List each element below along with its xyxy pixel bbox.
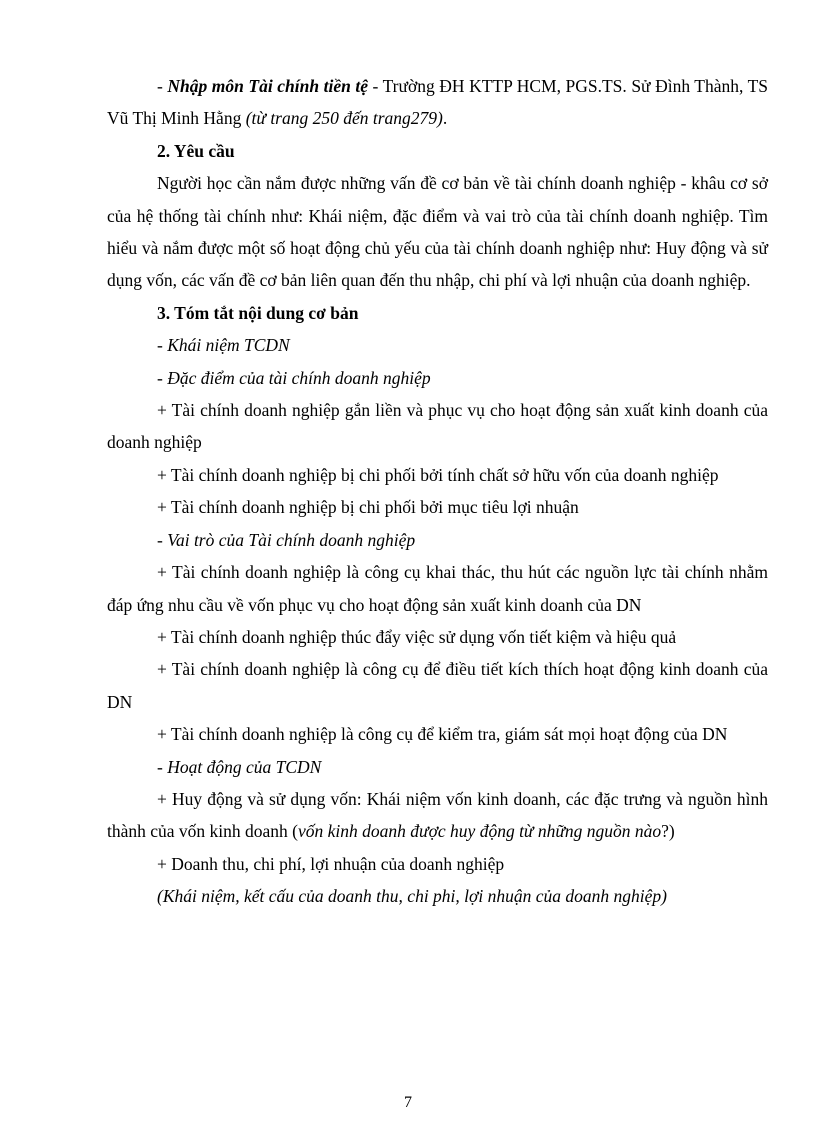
feature-item: + Tài chính doanh nghiệp bị chi phối bởi tính chất sở hữu vốn của doanh nghiệp — [157, 464, 719, 485]
summary-heading: 3. Tóm tắt nội dung cơ bản — [157, 302, 359, 323]
reference-pages: (từ trang 250 đến trang279) — [245, 108, 443, 129]
role-item: + Tài chính doanh nghiệp thúc đẩy việc sử dụng vốn tiết kiệm và hiệu quả — [157, 626, 677, 647]
requirements-text: Người học cần nắm được những vấn đề cơ bản về tài chính doanh nghiệp - khâu cơ sở của hệ thống tài chính như: Khái niệm, đặc điểm và vai trò của tài chính doanh nghiệp. Tìm hiểu và nắm được một số hoạt động chủ yếu của tài chính doanh nghiệp như: Huy động và sử dụng vốn, các vấn đề cơ bản liên quan đến thu nhập, chi phí và lợi nhuận của doanh nghiệp. — [107, 173, 768, 291]
document-page — [107, 70, 768, 913]
feature-item: + Tài chính doanh nghiệp bị chi phối bởi mục tiêu lợi nhuận — [157, 497, 579, 518]
reference-details: - Trường ĐH KTTP HCM, PGS.TS. Sử Đình Thành, TS Vũ Thị Minh Hằng — [107, 76, 769, 129]
reference-line — [107, 70, 768, 135]
reference-end: . — [442, 108, 448, 129]
activity1-end: ?) — [661, 821, 675, 842]
requirements-heading: 2. Yêu cầu — [157, 140, 235, 161]
activities-heading: - Hoạt động của TCDN — [157, 756, 322, 777]
activity-item — [107, 783, 768, 848]
role-item: + Tài chính doanh nghiệp là công cụ để kiểm tra, giám sát mọi hoạt động của DN — [157, 724, 728, 745]
activity-item: + Doanh thu, chi phí, lợi nhuận của doanh nghiệp — [157, 853, 505, 874]
reference-book-title: Nhập môn Tài chính tiền tệ — [167, 76, 369, 96]
activity1-italic: vốn kinh doanh được huy động từ những nguồn nào — [298, 821, 662, 842]
features-heading: - Đặc điểm của tài chính doanh nghiệp — [157, 367, 431, 388]
page-number: 7 — [404, 1094, 412, 1111]
roles-heading: - Vai trò của Tài chính doanh nghiệp — [157, 529, 416, 550]
role-item: + Tài chính doanh nghiệp là công cụ khai thác, thu hút các nguồn lực tài chính nhằm đáp ứng nhu cầu về vốn phục vụ cho hoạt động sản xuất kinh doanh của DN — [107, 562, 768, 615]
reference-prefix: - — [157, 76, 168, 96]
feature-item: + Tài chính doanh nghiệp gắn liền và phục vụ cho hoạt động sản xuất kinh doanh của doanh nghiệp — [107, 400, 768, 453]
role-item: + Tài chính doanh nghiệp là công cụ để điều tiết kích thích hoạt động kinh doanh của DN — [107, 659, 768, 712]
activity1-text: + Huy động và sử dụng vốn: Khái niệm vốn kinh doanh, các đặc trưng và nguồn hình thành của vốn kinh doanh ( — [107, 788, 768, 842]
activity-note: (Khái niệm, kết cấu của doanh thu, chi phi, lợi nhuận của doanh nghiệp) — [157, 886, 667, 907]
concept-item: - Khái niệm TCDN — [157, 335, 290, 356]
